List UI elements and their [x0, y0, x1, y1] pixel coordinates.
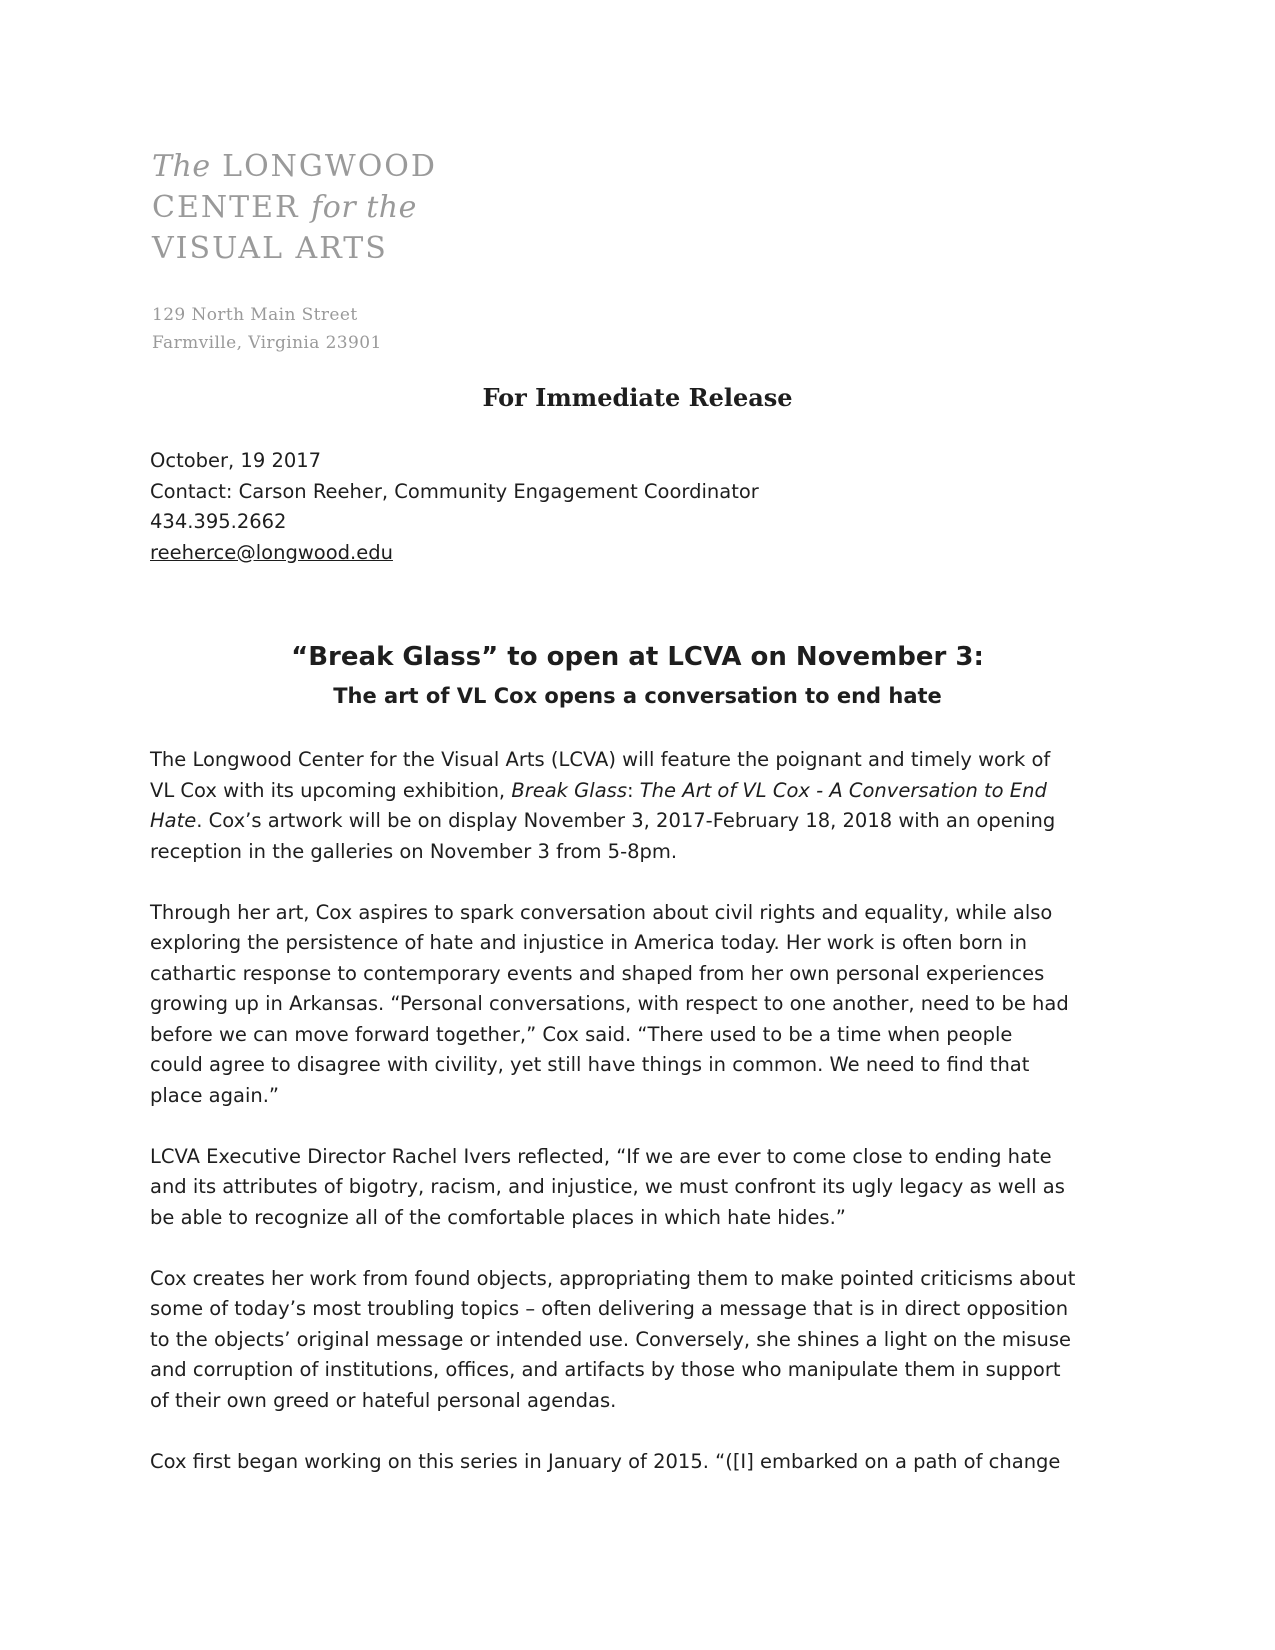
address-street: 129 North Main Street: [152, 305, 358, 325]
paragraph-3: LCVA Executive Director Rachel Ivers reflected, “If we are ever to come close to ending hate and its attributes of bigotry, racism, and injustice, we must confront its ugly legacy as well as be able to recognize all of the comfortable places in which hate hides.”: [150, 1144, 1065, 1229]
logo-line-1: The LONGWOOD: [152, 149, 437, 184]
lcva-logo: [152, 146, 452, 269]
contact-block: [150, 446, 759, 568]
release-title: For Immediate Release: [482, 383, 793, 412]
headline: “Break Glass” to open at LCVA on November 3:: [291, 642, 984, 672]
logo-line-3: VISUAL ARTS: [152, 231, 388, 266]
subheadline: The art of VL Cox opens a conversation to end hate: [333, 684, 942, 708]
address-city: Farmville, Virginia 23901: [152, 333, 382, 353]
logo-line-2: CENTER for the: [152, 190, 417, 225]
paragraph-5: Cox first began working on this series in January of 2015. “([I] embarked on a path of change: [150, 1449, 1061, 1473]
release-date: October, 19 2017: [150, 449, 322, 472]
press-release-body: [150, 745, 1110, 1477]
contact-person: Contact: Carson Reeher, Community Engagement Coordinator: [150, 479, 759, 503]
address-block: [152, 301, 382, 357]
paragraph-1: The Longwood Center for the Visual Arts (LCVA) will feature the poignant and timely work of VL Cox with its upcoming exhibition, Break Glass: The Art of VL Cox - A Conversation to End Hate. Cox’s artwork will be on display November 3, 2017-February 18, 2018 with an opening reception in the galleries on November 3 from 5-8pm.: [150, 748, 1056, 863]
paragraph-2: Through her art, Cox aspires to spark conversation about civil rights and equality, while also exploring the persistence of hate and injustice in America today. Her work is often born in cathartic response to contemporary events and shaped from her own personal experiences growing up in Arkansas. “Personal conversations, with respect to one another, need to be had before we can move forward together,” Cox said. “There used to be a time when people could agree to disagree with civility, yet still have things in common. We need to find that place again.”: [150, 900, 1069, 1107]
contact-phone: 434.395.2662: [150, 510, 287, 533]
exhibition-title: Break Glass: [511, 778, 627, 802]
paragraph-4: Cox creates her work from found objects, appropriating them to make pointed criticisms about some of today’s most troubling topics – often delivering a message that is in direct opposition to the objects’ original message or intended use. Conversely, she shines a light on the misuse and corruption of institutions, offices, and artifacts by those who manipulate them in support of their own greed or hateful personal agendas.: [150, 1266, 1076, 1412]
contact-email-link[interactable]: reeherce@longwood.edu: [150, 540, 393, 564]
